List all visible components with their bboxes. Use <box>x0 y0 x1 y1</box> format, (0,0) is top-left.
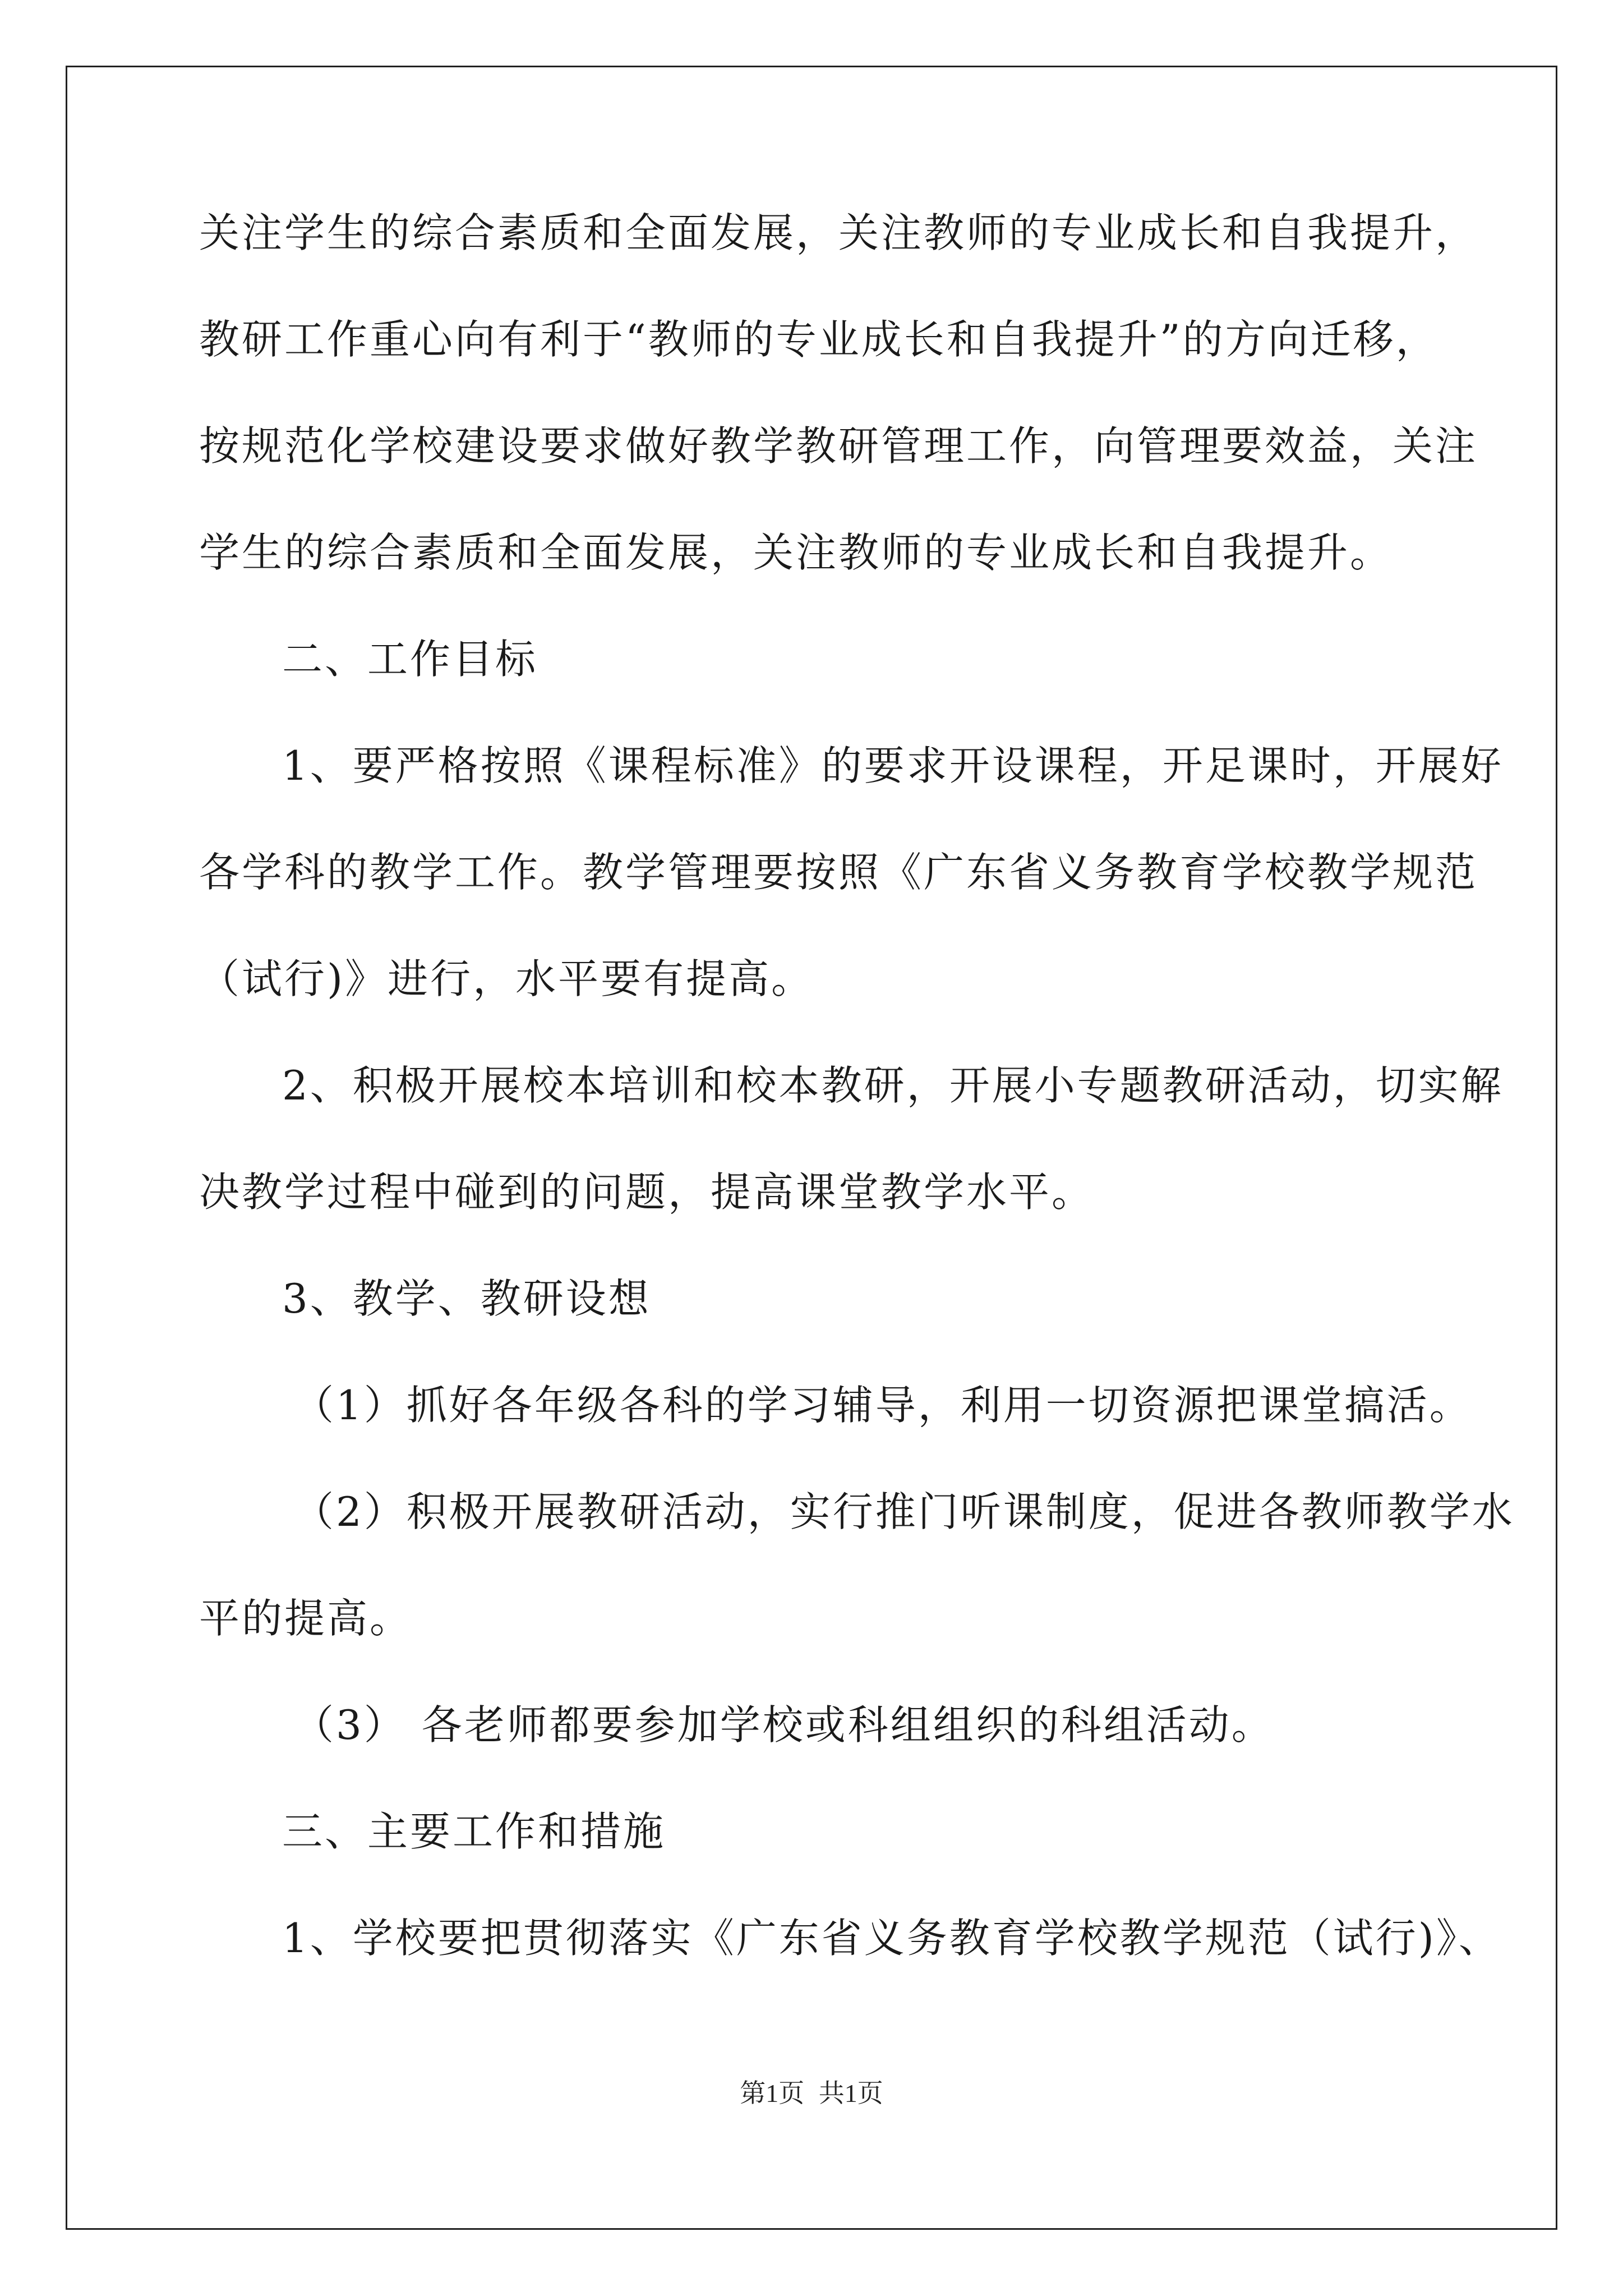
paragraph-line: 决教学过程中碰到的问题，提高课堂教学水平。 <box>199 1168 1095 1216</box>
subsection-heading: 3、教学、教研设想 <box>282 1275 651 1322</box>
paragraph-line: 2、积极开展校本培训和校本教研，开展小专题教研活动，切实解 <box>282 1062 1504 1109</box>
list-item: （1）抓好各年级各科的学习辅导，利用一切资源把课堂搞活。 <box>293 1382 1472 1429</box>
section-heading: 二、工作目标 <box>282 636 538 683</box>
paragraph-line: 1、学校要把贯彻落实《广东省义务教育学校教学规范（试行)》、 <box>282 1915 1501 1962</box>
section-heading: 三、主要工作和措施 <box>282 1808 666 1855</box>
paragraph-line: 关注学生的综合素质和全面发展，关注教师的专业成长和自我提升， <box>199 209 1478 256</box>
list-item: （3） 各老师都要参加学校或科组组织的科组活动。 <box>293 1701 1274 1749</box>
paragraph-line: 1、要严格按照《课程标准》的要求开设课程，开足课时，开展好 <box>282 742 1504 789</box>
paragraph-line: 教研工作重心向有利于“教师的专业成长和自我提升”的方向迁移， <box>199 316 1438 363</box>
paragraph-line: （试行)》进行，水平要有提高。 <box>199 955 814 1002</box>
paragraph-line: 各学科的教学工作。教学管理要按照《广东省义务教育学校教学规范 <box>199 849 1478 896</box>
paragraph-line: 按规范化学校建设要求做好教学教研管理工作，向管理要效益，关注 <box>199 422 1478 470</box>
paragraph-line: 平的提高。 <box>199 1595 413 1642</box>
page-footer: 第1页 共1页 <box>740 2079 883 2108</box>
paragraph-line: 学生的综合素质和全面发展，关注教师的专业成长和自我提升。 <box>199 529 1393 576</box>
list-item: （2）积极开展教研活动，实行推门听课制度，促进各教师教学水 <box>293 1488 1515 1535</box>
